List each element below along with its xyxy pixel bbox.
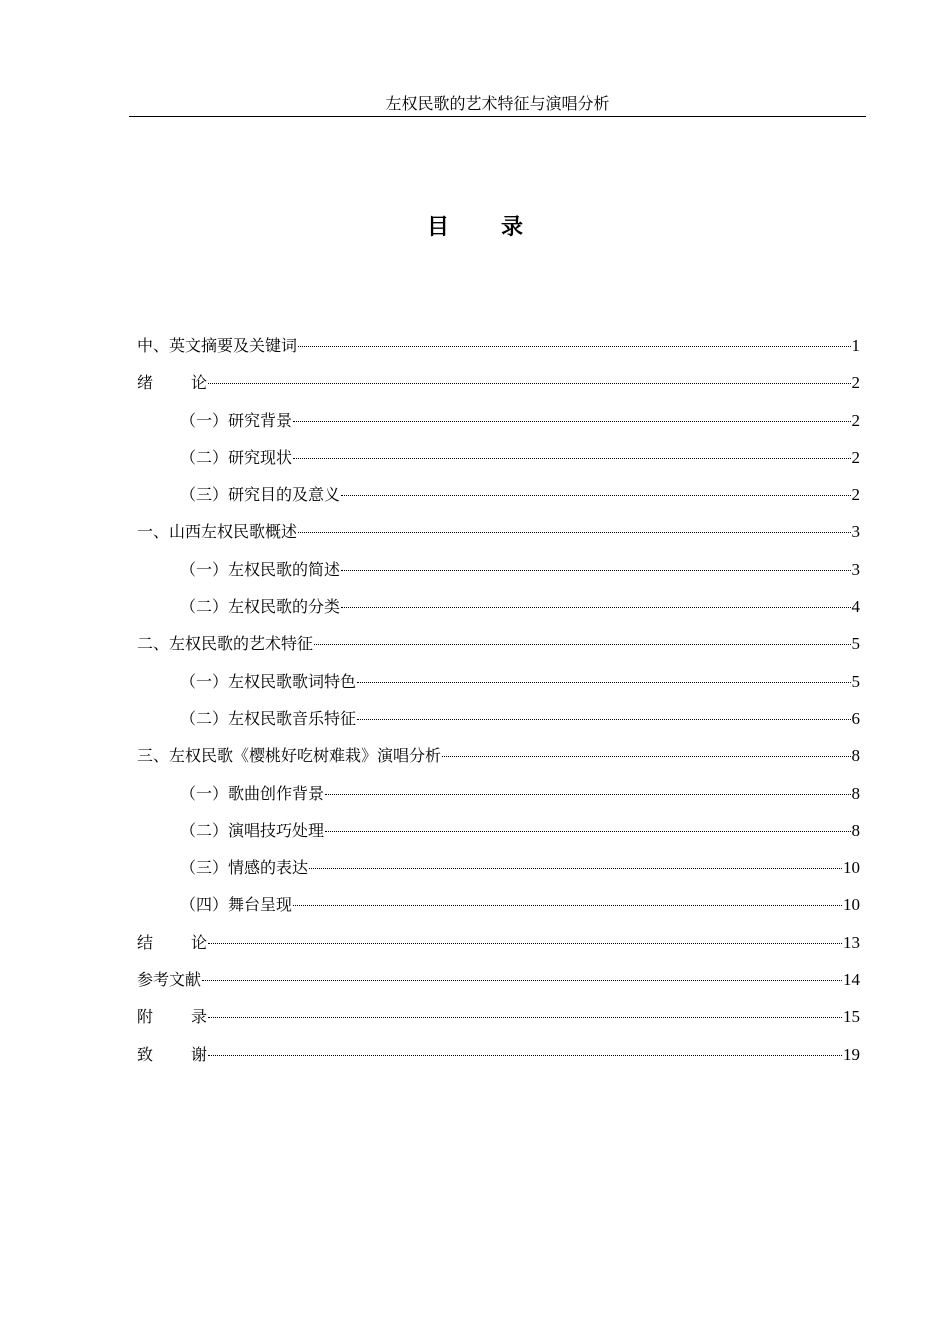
dot-leader [341, 570, 850, 571]
dot-leader [314, 644, 850, 645]
toc-entry-page: 3 [851, 559, 860, 579]
toc-entry-2-1[interactable] [137, 669, 860, 706]
dot-leader [341, 607, 850, 608]
dot-leader [202, 980, 842, 981]
toc-entry-label: （二）左权民歌音乐特征 [180, 708, 357, 728]
dot-leader [293, 905, 842, 906]
toc-entry-page: 10 [843, 895, 860, 915]
toc-entry-page: 5 [851, 634, 860, 654]
toc-list [137, 333, 860, 1079]
toc-entry-page: 6 [851, 708, 860, 728]
toc-entry-label-char-a: 绪 [137, 373, 154, 393]
toc-entry-3-4[interactable] [137, 892, 860, 929]
toc-entry-research-background[interactable] [137, 408, 860, 445]
header-title: 左权民歌的艺术特征与演唱分析 [385, 94, 610, 113]
toc-entry-page: 8 [851, 783, 860, 803]
toc-entry-chapter-2[interactable] [137, 631, 860, 668]
toc-entry-label [137, 1042, 207, 1068]
toc-title-second-char: 录 [501, 215, 524, 240]
toc-entry-label: （三）情感的表达 [180, 858, 309, 878]
toc-entry-page: 5 [851, 671, 860, 691]
toc-entry-label: 三、左权民歌《樱桃好吃树难栽》演唱分析 [137, 746, 442, 766]
toc-entry-label-char-b: 论 [191, 373, 208, 393]
toc-entry-page: 3 [851, 522, 860, 542]
toc-entry-label [137, 930, 207, 956]
toc-entry-page: 2 [851, 373, 860, 393]
toc-entry-3-2[interactable] [137, 818, 860, 855]
toc-entry-page: 8 [851, 820, 860, 840]
dot-leader [309, 868, 842, 869]
toc-entry-page: 10 [843, 858, 860, 878]
toc-entry-page: 4 [851, 597, 860, 617]
toc-entry-2-2[interactable] [137, 706, 860, 743]
toc-entry-3-3[interactable] [137, 855, 860, 892]
dot-leader [208, 1055, 842, 1056]
toc-entry-1-1[interactable] [137, 557, 860, 594]
toc-entry-label: （三）研究目的及意义 [180, 485, 341, 505]
toc-entry-page: 2 [851, 410, 860, 430]
dot-leader [293, 421, 850, 422]
toc-title-first-char: 目 [426, 215, 449, 240]
toc-entry-label-char-a: 结 [137, 932, 154, 952]
dot-leader [298, 532, 850, 533]
toc-entry-label: （一）研究背景 [180, 410, 293, 430]
toc-entry-research-purpose[interactable] [137, 482, 860, 519]
dot-leader [341, 495, 850, 496]
page-header [129, 92, 866, 117]
toc-entry-label-char-a: 致 [137, 1044, 154, 1064]
toc-entry-page: 8 [851, 746, 860, 766]
dot-leader [357, 682, 850, 683]
toc-entry-label: 中、英文摘要及关键词 [137, 336, 298, 355]
toc-title [0, 213, 950, 243]
toc-entry-label: （一）歌曲创作背景 [180, 783, 325, 803]
toc-entry-label [137, 370, 207, 396]
toc-entry-page: 2 [851, 447, 860, 467]
toc-entry-3-1[interactable] [137, 781, 860, 818]
toc-entry-acknowledgements[interactable] [137, 1042, 860, 1079]
toc-entry-label: （一）左权民歌的简述 [180, 559, 341, 579]
dot-leader [208, 1017, 842, 1018]
toc-entry-chapter-3[interactable] [137, 743, 860, 780]
toc-entry-page: 1 [851, 336, 860, 355]
toc-entry-label: （一）左权民歌歌词特色 [180, 671, 357, 691]
toc-entry-label-char-b: 录 [191, 1007, 208, 1027]
toc-entry-label-char-b: 谢 [191, 1044, 208, 1064]
toc-entry-label: （二）演唱技巧处理 [180, 820, 325, 840]
dot-leader [357, 719, 850, 720]
toc-entry-page: 14 [843, 970, 860, 990]
toc-entry-label [137, 1004, 207, 1030]
toc-entry-research-status[interactable] [137, 445, 860, 482]
toc-entry-abstract[interactable] [137, 333, 860, 370]
dot-leader [293, 458, 850, 459]
toc-entry-page: 15 [843, 1007, 860, 1027]
dot-leader [208, 383, 850, 384]
toc-entry-appendix[interactable] [137, 1004, 860, 1041]
toc-entry-label: 参考文献 [137, 970, 202, 990]
toc-entry-label-char-a: 附 [137, 1007, 154, 1027]
toc-entry-page: 19 [843, 1044, 860, 1064]
toc-entry-introduction[interactable] [137, 370, 860, 407]
dot-leader [298, 346, 850, 347]
toc-entry-page: 2 [851, 485, 860, 505]
dot-leader [325, 831, 850, 832]
toc-entry-1-2[interactable] [137, 594, 860, 631]
toc-entry-label: （四）舞台呈现 [180, 895, 293, 915]
toc-entry-chapter-1[interactable] [137, 519, 860, 556]
toc-entry-label: 一、山西左权民歌概述 [137, 522, 298, 542]
toc-entry-label: （二）研究现状 [180, 447, 293, 467]
toc-entry-conclusion[interactable] [137, 930, 860, 967]
dot-leader [442, 756, 850, 757]
dot-leader [325, 794, 850, 795]
toc-entry-page: 13 [843, 932, 860, 952]
toc-entry-label: （二）左权民歌的分类 [180, 597, 341, 617]
toc-entry-references[interactable] [137, 967, 860, 1004]
toc-entry-label-char-b: 论 [191, 932, 208, 952]
toc-entry-label: 二、左权民歌的艺术特征 [137, 634, 314, 654]
dot-leader [208, 943, 842, 944]
